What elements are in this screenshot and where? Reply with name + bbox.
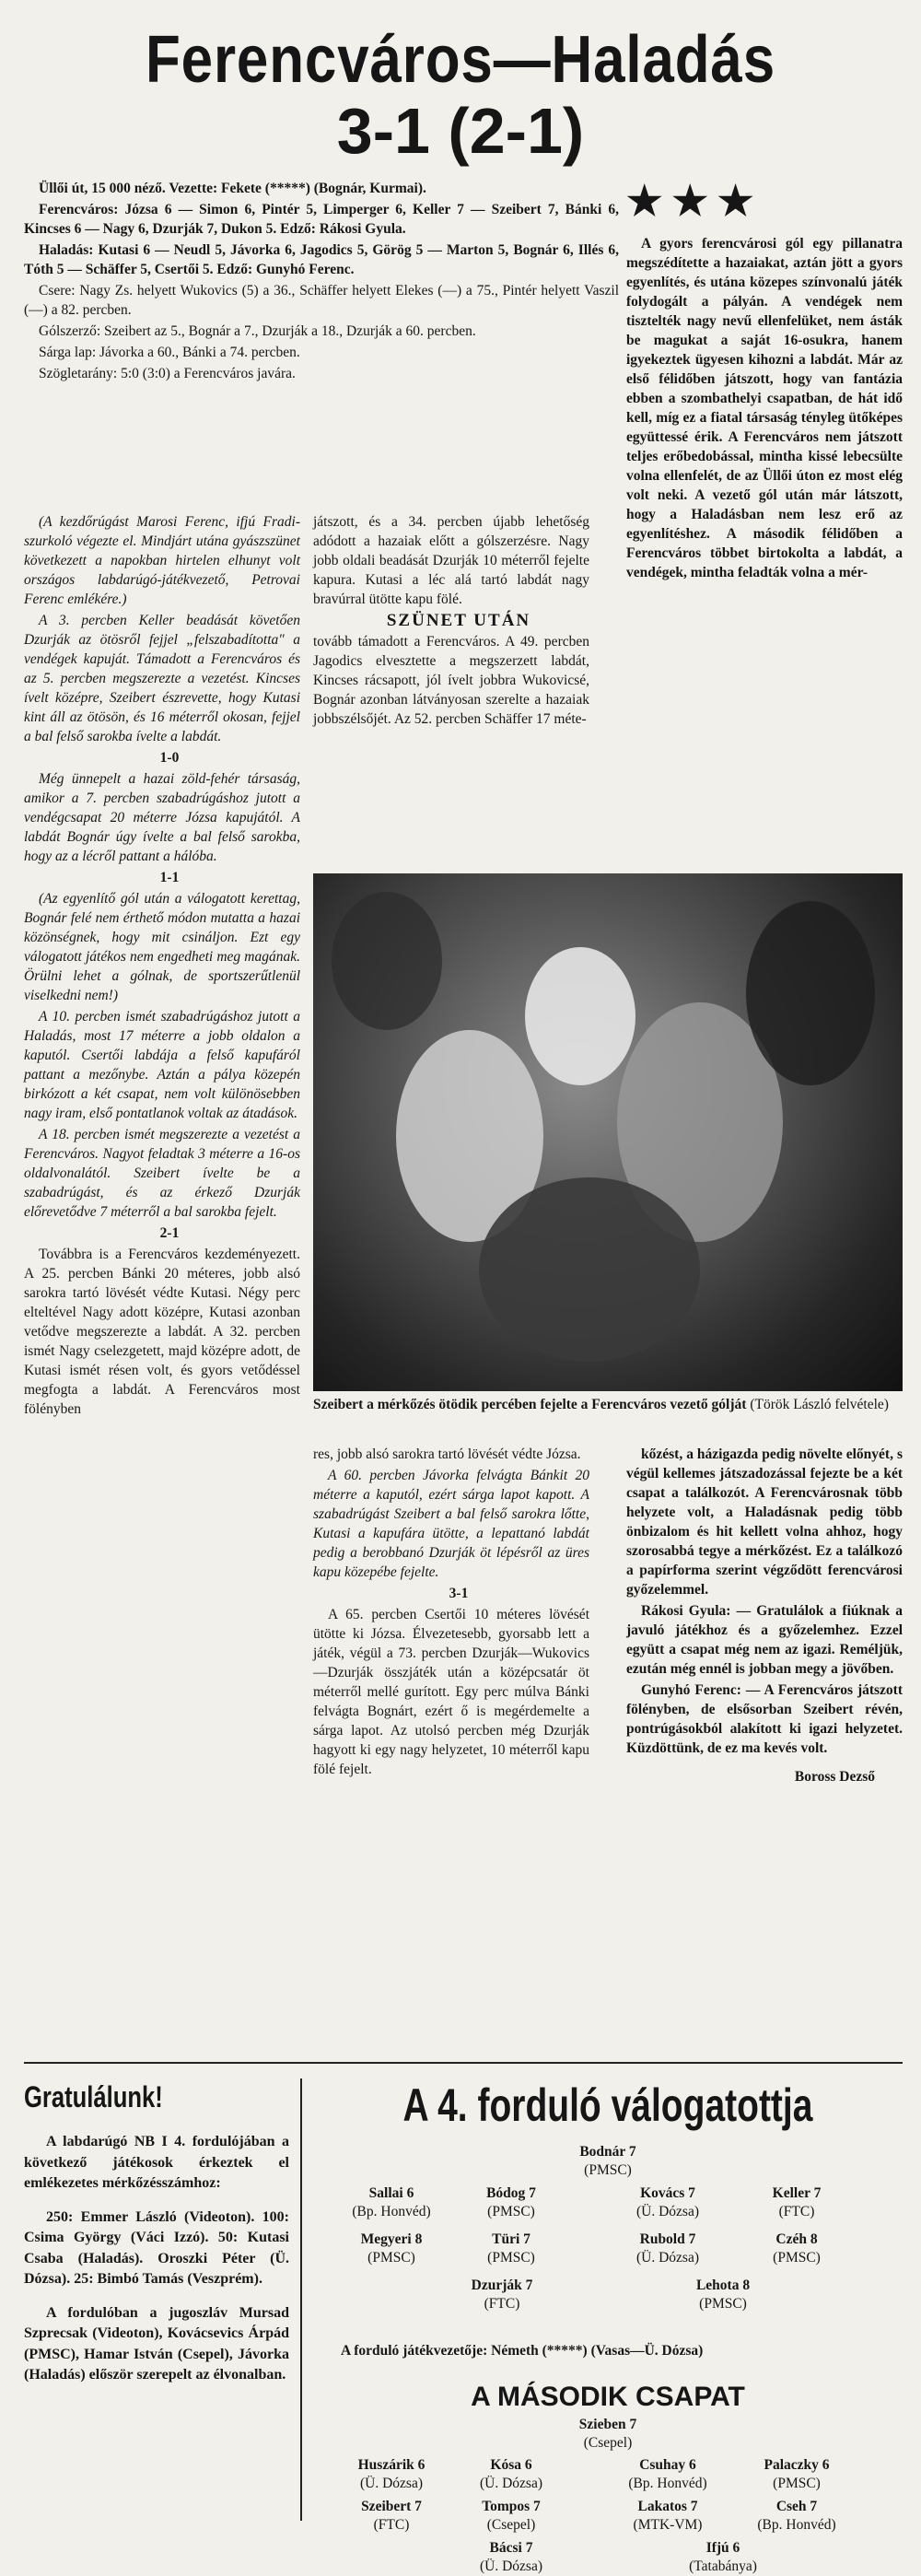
congratulations-paragraph: A labdarúgó NB I 4. fordulójában a következő játékosok érkeztek el emlékezetes mérkőzésszámhoz: <box>24 2134 289 2191</box>
report-paragraph: játszott, és a 34. percben újabb lehetőség adódott a hazaiak előtt a gólszerzésre. Nagy jobb oldali beadását Dzurják 10 méterről fejelte kapura. Kutasi a léc alá tartó labdát nagy bravúrral ütötte kapu fölé. <box>313 514 589 607</box>
player-entry <box>433 2184 589 2221</box>
congratulations-paragraph: 250: Emmer László (Videoton). 100: Csima György (Váci Izzó). 50: Kutasi Csaba (Haladás). Oroszki Péter (Ü. Dózsa). 25: Bimbó Tamás (Veszprém). <box>24 2208 289 2287</box>
score: 3-1 (2-1) <box>336 95 585 167</box>
commentary-paragraph: Gunyhó Ferenc: — A Ferencváros játszott fölényben, de elsősorban Szeibert révén, pontrúgásokból alakított ki igazi helyzetet. Küzdöttünk, de ez ma kevés volt. <box>626 1682 903 1756</box>
player-name: Lakatos 7 <box>637 2499 698 2514</box>
player-name: Palaczky 6 <box>764 2457 830 2473</box>
player-club: (Bp. Honvéd) <box>757 2517 836 2533</box>
player-name: Szeibert 7 <box>361 2499 422 2514</box>
player-club: (Tatabánya) <box>689 2558 757 2574</box>
player-name: Kovács 7 <box>640 2185 695 2201</box>
player-club: (FTC) <box>484 2296 520 2312</box>
player-club: (Ü. Dózsa) <box>479 2476 542 2491</box>
report-paragraph: A 3. percben Keller beadását követően Dzurják az ötösről fejjel „felszabadította" a vendégek kapuját. Támadott a Ferencváros és az 5. percben megszerezte a vezetést. Kincses ívelt középre, Szeibert észrevette, hogy Kutasi kint áll az ötösön, és 16 méterről okosan, fejjel a bal felső sarokba ívelte a labdát. <box>24 613 300 744</box>
commentary-column-continued <box>626 1445 903 1786</box>
player-name: Czéh 8 <box>775 2231 818 2247</box>
lineup-line: Haladás: Kutasi 6 — Neudl 5, Jávorka 6, Jagodics 5, Görög 5 — Marton 5, Bognár 6, Illés 6, Tóth 5 — Schäffer 5, Csertői 5. Edző: Gunyhó Ferenc. <box>24 242 619 277</box>
player-name: Keller 7 <box>772 2185 822 2201</box>
commentary-paragraph: kőzést, a házigazda pedig növelte előnyét, s végül kellemes játszadozással fejezte be a két csapat a találkozót. A Ferencvárosnak több helyzete volt, a Haladásnak pedig több önbizalom és hit kellett volna ahhoz, hogy szorosabbá tegye a mérkőzést. Ez a találkozó a papírforma szerint végződött ferencvárosi győzelemmel. <box>626 1446 903 1598</box>
player-club: (PMSC) <box>699 2296 747 2312</box>
player-club: (FTC) <box>373 2517 410 2533</box>
score-marker: 1-1 <box>159 870 180 885</box>
team-of-round <box>313 2078 903 2574</box>
author-byline: Boross Dezső <box>794 1769 875 1785</box>
player-name: Tompos 7 <box>482 2499 541 2514</box>
photo-credit: (Török László felvétele) <box>750 1397 889 1412</box>
report-paragraph: A 10. percben ismét szabadrúgáshoz jutott a Haladás, most 17 méterre a jobb oldalon a kaputól. Csertői labdája a felső kapufáról pattant a mezőnybe. Aztán a pálya közepén birkózott a két csapat, nem volt különösebben nagy iram, első pontatlanok voltak az átadások. <box>24 1009 300 1121</box>
commentary-paragraph: Rákosi Gyula: — Gratulálok a fiúknak a javuló játékhoz és a győzelemhez. Ezzel együtt a csapat még nem az igazi. Reméljük, ezután még ennél is jobban megy a jövőben. <box>626 1603 903 1677</box>
report-paragraph: A 18. percben ismét megszerezte a vezetést a Ferencváros. Nagyot feladtak 3 méterre a 16-os oldalvonalától. Szeibert ívelte be a szabadrúgást, és az érkező Dzurják előrevetődve 7 méterről a bal sarokba fejelt. <box>24 1127 300 1220</box>
photo-caption <box>313 1395 903 1414</box>
match-photo <box>313 873 903 1391</box>
player-club: (Ü. Dózsa) <box>635 2204 699 2219</box>
player-name: Sallai 6 <box>368 2185 414 2201</box>
lineup-line: Gólszerző: Szeibert az 5., Bognár a 7., Dzurják a 18., Dzurják a 60. percben. <box>39 323 476 339</box>
report-paragraph: (A kezdőrúgást Marosi Ferenc, ifjú Fradi-szurkoló végezte el. Mindjárt utána gyászszünet következett a napokban hirtelen elhunyt volt országos labdarúgó-játékvezető, Petrovai Ferenc emlékére.) <box>24 514 300 607</box>
commentary-column <box>626 179 903 584</box>
player-entry <box>433 2498 589 2535</box>
player-entry <box>433 2539 589 2576</box>
player-entry <box>424 2277 580 2313</box>
report-column-2 <box>313 512 589 731</box>
player-club: (Ü. Dózsa) <box>479 2558 542 2574</box>
player-name: Megyeri 8 <box>360 2231 423 2247</box>
player-club: (Ü. Dózsa) <box>359 2476 423 2491</box>
second-team-title: A MÁSODIK CSAPAT <box>471 2382 745 2412</box>
report-column-1 <box>24 512 300 1421</box>
section-subtitle: SZÜNET UTÁN <box>386 611 531 630</box>
report-paragraph: A 65. percben Csertői 10 méteres lövését ütötte ki Józsa. Élvezetesebb, gyorsabb lett a játék, végül a 73. percben Dzurják—Wukovics—Dzurják összjáték után a középcsatár öt méterről mellé gurított. Egy perc múlva Bánki felvágta Bognárt, ezért ő is megérdemelte a sárga lapot. Az utolsó percben még Dzurják hagyott ki egy nagy helyzetet, 10 méterről kapu fölé fejelt. <box>313 1607 589 1777</box>
player-name: Szieben 7 <box>578 2417 637 2432</box>
congratulations-title: Gratulálunk! <box>24 2080 163 2113</box>
lineup-line: Szögletarány: 5:0 (3:0) a Ferencváros javára. <box>39 366 296 381</box>
player-name: Bódog 7 <box>486 2185 536 2201</box>
score-marker: 2-1 <box>159 1225 180 1241</box>
player-name: Csuhay 6 <box>639 2457 696 2473</box>
player-name: Bodnár 7 <box>579 2144 636 2160</box>
player-name: Cseh 7 <box>775 2499 818 2514</box>
player-name: Rubold 7 <box>639 2231 696 2247</box>
lineup-block <box>24 179 619 385</box>
player-name: Lehota 8 <box>695 2277 751 2293</box>
report-paragraph: Még ünnepelt a hazai zöld-fehér társaság, amikor a 7. percben szabadrúgáshoz jutott a vendégcsapat 20 méterre Józsa kapujától. A labdát Bognár úgy ívelte a bal felső sarokba, hogy az a lécről pattant a hálóba. <box>24 771 300 864</box>
player-name: Ifjú 6 <box>705 2540 740 2556</box>
rating-stars: ★★★ <box>626 179 764 224</box>
player-entry <box>433 2231 589 2267</box>
player-entry <box>718 2184 875 2221</box>
player-entry <box>718 2498 875 2535</box>
player-club: (PMSC) <box>487 2204 535 2219</box>
report-paragraph: tovább támadott a Ferencváros. A 49. percben Jagodics elvesztette a megszerzett labdát, Kincses rácsapott, jól ívelt jobbra Wukovicsé, Bognár azonban látványosan szerelte a hazaiak jobbszélsőjét. Az 52. percben Schäffer 17 méte- <box>313 634 589 727</box>
player-club: (Csepel) <box>486 2517 536 2533</box>
player-club: (MTK-VM) <box>633 2517 703 2533</box>
score-marker: 3-1 <box>449 1586 469 1601</box>
report-paragraph: res, jobb alsó sarokra tartó lövését védte Józsa. <box>313 1446 581 1462</box>
player-club: (Bp. Honvéd) <box>628 2476 707 2491</box>
player-name: Huszárik 6 <box>357 2457 426 2473</box>
player-club: (Bp. Honvéd) <box>352 2204 431 2219</box>
lineup-line: Üllői út, 15 000 néző. Vezette: Fekete (*****) (Bognár, Kurmai). <box>39 181 426 196</box>
caption-text: Szeibert a mérkőzés ötödik percében fejelte a Ferencváros vezető gólját <box>313 1397 747 1412</box>
player-club: (Ü. Dózsa) <box>635 2250 699 2266</box>
lineup-line: Csere: Nagy Zs. helyett Wukovics (5) a 36., Schäffer helyett Elekes (—) a 75., Pintér helyett Vaszil (—) a 82. percben. <box>24 283 619 318</box>
player-name: Kósa 6 <box>490 2457 532 2473</box>
report-paragraph: Továbbra is a Ferencváros kezdeményezett. A 25. percben Bánki 20 méteres, jobb alsó sarokra tartó lövését védte Kutasi. Négy perc elteltével Nagy adott középre, Kutasi azonban vetődve megszerezte a labdát. A 32. percben ismét Nagy cselezgetett, majd középre adott, de Kutasi ismét résen volt, és gyors vetődéssel megfogta a labdát. A Ferencváros most fölényben <box>24 1247 300 1417</box>
headline: Ferencváros—Haladás <box>145 23 776 97</box>
player-entry <box>718 2231 875 2267</box>
lineup-line: Sárga lap: Jávorka a 60., Bánki a 74. percben. <box>39 345 300 360</box>
report-paragraph: (Az egyenlítő gól után a válogatott kerettag, Bognár felé nem érthető módon mutatta a hazai közönségnek, hogy mit csináljon. Ezt egy válogatott játékos nem engedheti meg magának. Örülni lehet a gólnak, de sportszerűtlenül viselkedni nem!) <box>24 891 300 1003</box>
score-marker: 1-0 <box>159 750 180 766</box>
report-column-2-continued <box>313 1445 589 1781</box>
player-club: (PMSC) <box>773 2250 821 2266</box>
player-entry <box>433 2456 589 2493</box>
lineup-line: Ferencváros: Józsa 6 — Simon 6, Pintér 5, Limperger 6, Keller 7 — Szeibert 7, Bánki 6, Kincses 6 — Nagy 6, Dzurják 7, Dukon 5. Edző: Rákosi Gyula. <box>24 202 619 237</box>
section-divider <box>24 2062 903 2064</box>
congratulations-box <box>24 2078 302 2521</box>
report-paragraph: A 60. percben Jávorka felvágta Bánkit 20 méterre a kaputól, ezért sárga lapot kapott. A szabadrúgást Szeibert a bal felső sarokra lőtte, Kutasi a kapufára ütötte, a lepattanó labdát pedig a berobbanó Dzurják öt lépésről az üres kapu közepébe fejelte. <box>313 1468 589 1580</box>
player-entry <box>645 2539 801 2576</box>
player-club: (PMSC) <box>487 2250 535 2266</box>
player-club: (Csepel) <box>583 2435 633 2451</box>
player-club: (PMSC) <box>773 2476 821 2491</box>
player-name: Dzurják 7 <box>471 2277 533 2293</box>
player-club: (PMSC) <box>584 2162 632 2178</box>
team-of-round-title: A 4. forduló válogatottja <box>402 2079 813 2131</box>
player-name: Türi 7 <box>492 2231 530 2247</box>
player-club: (PMSC) <box>367 2250 415 2266</box>
player-entry <box>718 2456 875 2493</box>
player-entry <box>530 2416 686 2453</box>
congratulations-paragraph: A fordulóban a jugoszláv Mursad Szprecsak (Videoton), Kovácsevics Árpád (PMSC), Hamar István (Csepel), Jávorka (Haladás) először szerepelt az élvonalban. <box>24 2304 289 2383</box>
referee-of-round: A forduló játékvezetője: Németh (*****) (Vasas—Ü. Dózsa) <box>341 2343 704 2359</box>
player-entry <box>645 2277 801 2313</box>
player-club: (FTC) <box>778 2204 815 2219</box>
player-name: Bácsi 7 <box>489 2540 533 2556</box>
player-entry <box>530 2143 686 2180</box>
commentary-paragraph: A gyors ferencvárosi gól egy pillanatra megszédítette a hazaiakat, aztán jött a gyors egyenlítés, és utána közepes színvonalú játék folydogált a pályán. A vendégek nem tisztelték nagy nevű ellenfelüket, nem ásták be magukat a saját 16-osukra, hanem igyekeztek ügyesen kihozni a labdát. Már az első félidőben játszott, hogy van fantázia ebben a szombathelyi csapatban, de hát idő kell, míg ez a fiatal társaság tényleg ütőképes együttessé érik. A Ferencváros nem játszott teljes erőbedobással, mintha kissé lebecsülte volna ellenfelét, de az Üllői úton ez most elég volt neki. A vezető gól után már látszott, hogy a Haladásban nem lesz erő az egyenlítéshez. A második félidőben a Ferencváros többet birtokolta a labdát, a vendégek, mintha feladták volna a mér- <box>626 236 903 580</box>
